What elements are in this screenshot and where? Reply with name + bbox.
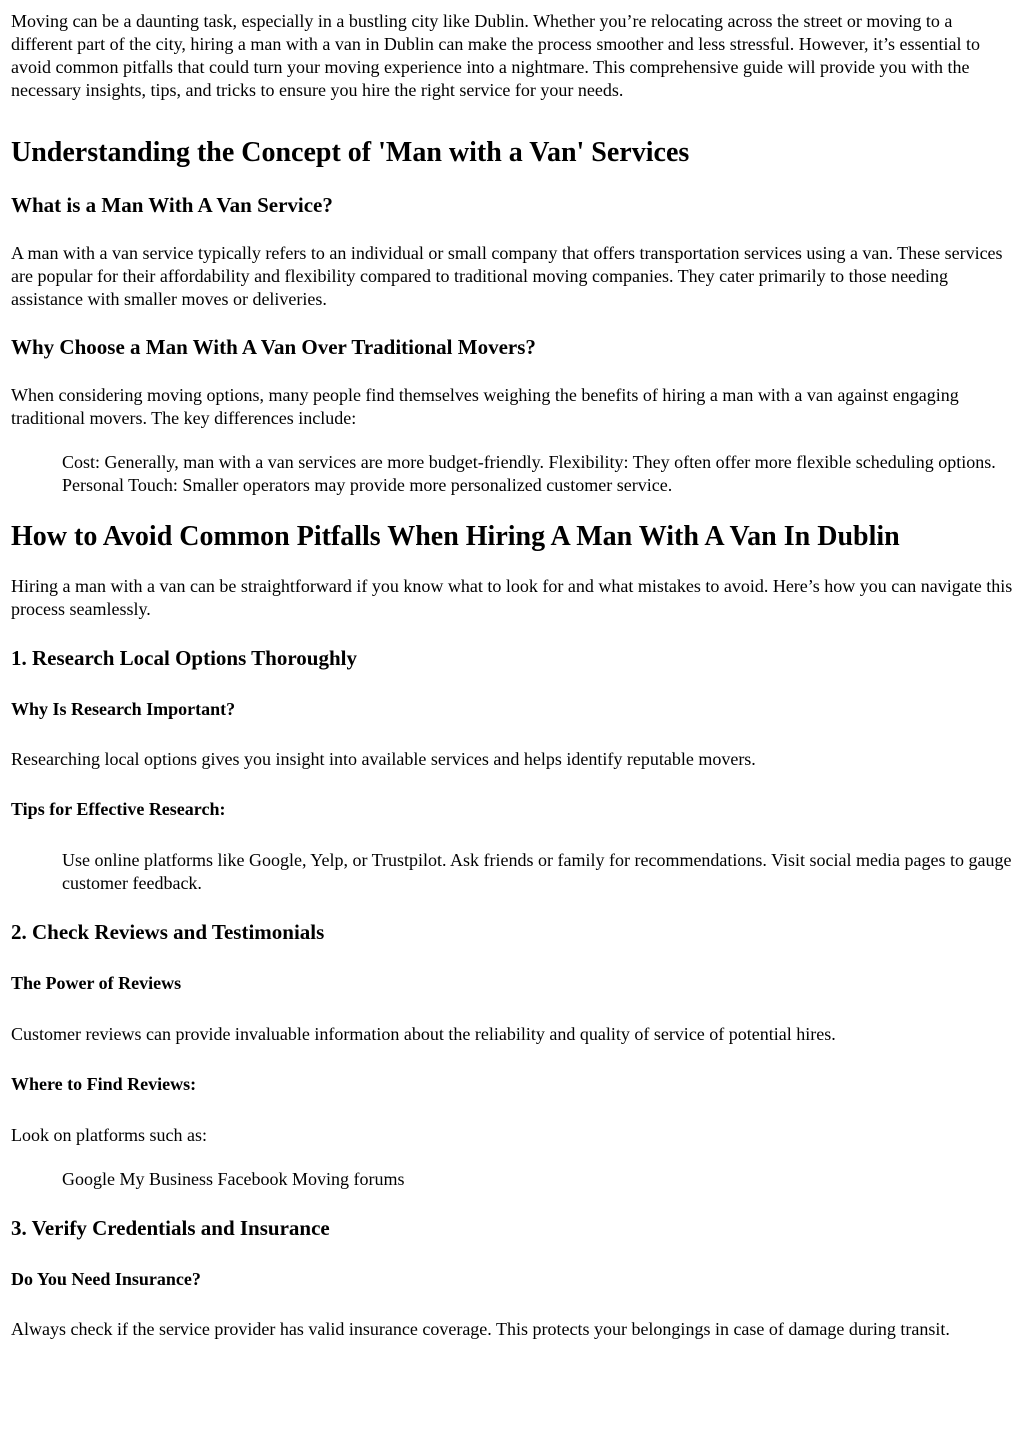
paragraph-power-of-reviews: Customer reviews can provide invaluable information about the reliability and quality of service of potential hires. <box>11 1024 836 1044</box>
intro-paragraph: Moving can be a daunting task, especially in a bustling city like Dublin. Whether you’re relocating across the street or moving to a different part of the city, hiring a man with a van in Dublin can make the process smoother and less stressful. However, it’s essential to avoid common pitfalls that could turn your moving experience into a nightmare. This comprehensive guide will provide you with the necessary insights, tips, and tricks to ensure you hire the right service for your needs. <box>11 11 981 100</box>
section-heading-concept: Understanding the Concept of 'Man with a Van' Services <box>11 137 690 168</box>
paragraph-avoid-pitfalls-intro: Hiring a man with a van can be straightforward if you know what to look for and what mistakes to avoid. Here’s how you can navigate this process seamlessly. <box>11 576 1013 619</box>
blockquote-key-differences: Cost: Generally, man with a van services are more budget-friendly. Flexibility: They often offer more flexible scheduling options. Personal Touch: Smaller operators may provide more personalized customer service. <box>62 452 996 495</box>
paragraph-review-platforms-intro: Look on platforms such as: <box>11 1125 207 1145</box>
step-heading-research: 1. Research Local Options Thoroughly <box>11 646 357 670</box>
blockquote-research-tips: Use online platforms like Google, Yelp, or Trustpilot. Ask friends or family for recommendations. Visit social media pages to gauge customer feedback. <box>62 850 1012 893</box>
subheading-need-insurance: Do You Need Insurance? <box>11 1269 201 1289</box>
paragraph-what-is-service: A man with a van service typically refers to an individual or small company that offers transportation services using a van. These services are popular for their affordability and flexibility compared to traditional moving companies. They cater primarily to those needing assistance with smaller moves or deliveries. <box>11 243 1003 309</box>
section-heading-avoid-pitfalls: How to Avoid Common Pitfalls When Hiring A Man With A Van In Dublin <box>11 521 900 552</box>
paragraph-need-insurance: Always check if the service provider has valid insurance coverage. This protects your belongings in case of damage during transit. <box>11 1319 950 1339</box>
subheading-power-of-reviews: The Power of Reviews <box>11 973 182 993</box>
subheading-research-tips: Tips for Effective Research: <box>11 799 226 819</box>
step-heading-reviews: 2. Check Reviews and Testimonials <box>11 920 325 944</box>
subheading-why-research: Why Is Research Important? <box>11 699 236 719</box>
article <box>0 10 1024 1341</box>
step-heading-credentials: 3. Verify Credentials and Insurance <box>11 1216 330 1240</box>
paragraph-why-choose: When considering moving options, many people find themselves weighing the benefits of hiring a man with a van against engaging traditional movers. The key differences include: <box>11 385 959 428</box>
subheading-what-is-service: What is a Man With A Van Service? <box>11 193 333 217</box>
paragraph-why-research: Researching local options gives you insight into available services and helps identify reputable movers. <box>11 749 756 769</box>
blockquote-review-platforms: Google My Business Facebook Moving forums <box>62 1169 405 1189</box>
subheading-where-to-find-reviews: Where to Find Reviews: <box>11 1074 197 1094</box>
subheading-why-choose: Why Choose a Man With A Van Over Traditional Movers? <box>11 335 536 359</box>
